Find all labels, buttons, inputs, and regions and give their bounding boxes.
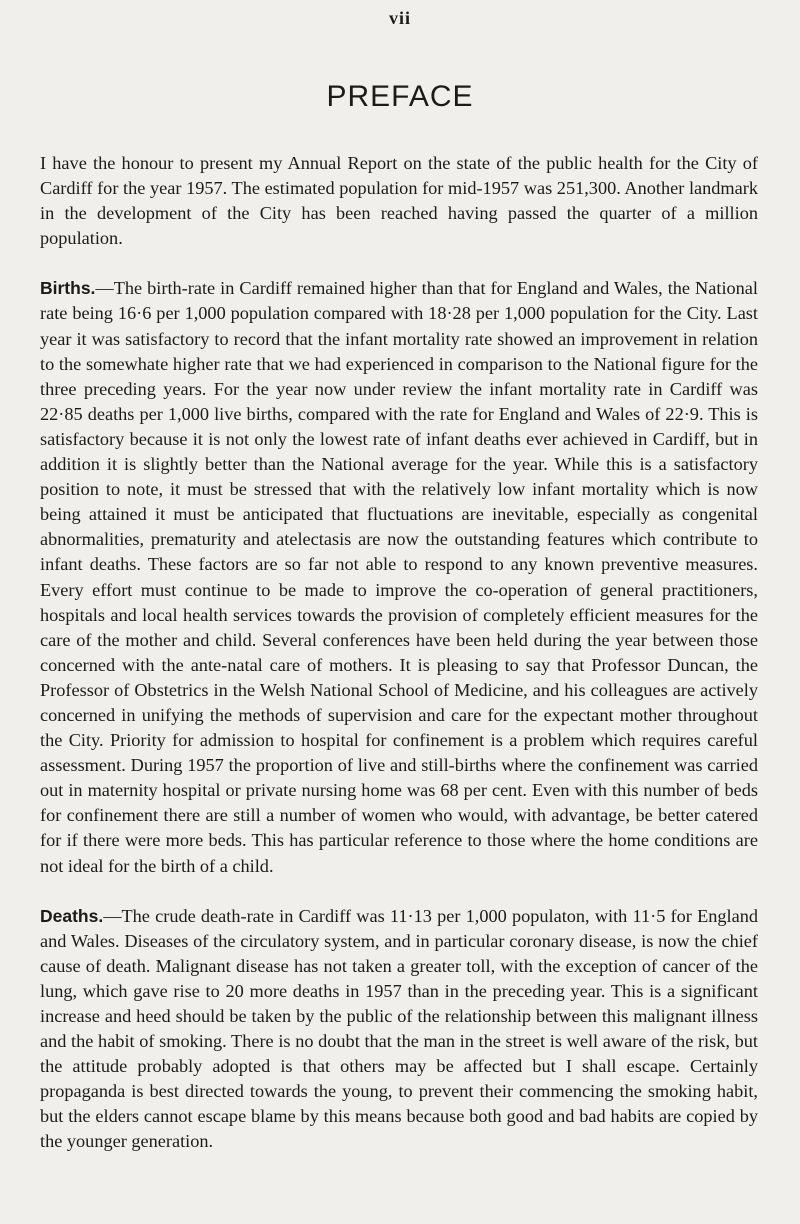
births-heading: Births. [40, 278, 96, 299]
deaths-text: —The crude death-rate in Cardiff was 11·13 per 1,000 populaton, with 11·5 for England and Wales. Diseases of the circulatory system, and in particular coronary disease, is now the chief cause of death. Malignant disease has not taken a greater toll, with the exception of cancer of the lung, which gave rise to 20 more deaths in 1957 than in the preceding year. This is a significant increase and heed should be taken by the public of the relationship between this malignant illness and the habit of smoking. There is no doubt that the man in the street is well aware of the risk, but the attitude probably adopted is that others may be affected but I shall escape. Certainly propaganda is best directed towards the young, to prevent their commencing the smoking habit, but the elders cannot escape blame by this means because both good and bad habits are copied by the younger generation. [40, 905, 758, 1152]
page-number: vii [388, 8, 411, 28]
births-paragraph [40, 276, 758, 878]
intro-paragraph: I have the honour to present my Annual Report on the state of the public health for the City of Cardiff for the year 1957. The estimated population for mid-1957 was 251,300. Another landmark in the development of the City has been reached having passed the quarter of a million population. [40, 153, 758, 249]
page-title: PREFACE [326, 80, 474, 113]
deaths-heading: Deaths. [40, 905, 104, 926]
document-body [40, 151, 758, 1180]
deaths-paragraph [40, 904, 758, 1155]
births-text: —The birth-rate in Cardiff remained higher than that for England and Wales, the National rate being 16·6 per 1,000 population compared with 18·28 per 1,000 population for the City. Last year it was satisfactory to record that the infant mortality rate showed an improvement in relation to the somewhate higher rate that we had experienced in comparison to the National figure for the three preceding years. For the year now under review the infant mortality rate in Cardiff was 22·85 deaths per 1,000 live births, compared with the rate for England and Wales of 22·9. This is satisfactory because it is not only the lowest rate of infant deaths ever achieved in Cardiff, but in addition it is slightly better than the National average for the year. While this is a satisfactory position to note, it must be stressed that with the relatively low infant mortality which is now being attained it must be anticipated that fluctuations are inevitable, especially as congenital abnormalities, prematurity and atelectasis are now the outstanding features which contribute to infant deaths. These factors are so far not able to respond to any known preventive measures. Every effort must continue to be made to improve the co-operation of general practitioners, hospitals and local health services towards the provision of completely efficient measures for the care of the mother and child. Several conferences have been held during the year between those concerned with the ante-natal care of mothers. It is pleasing to say that Professor Duncan, the Professor of Obstetrics in the Welsh National School of Medicine, and his colleagues are actively concerned in unifying the methods of supervision and care for the expectant mother throughout the City. Priority for admission to hospital for confinement is a problem which requires careful assessment. During 1957 the proportion of live and still-births where the confinement was carried out in maternity hospital or private nursing home was 68 per cent. Even with this number of beds for confinement there are still a number of women who would, with advantage, be better catered for if there were more beds. This has particular reference to those where the home conditions are not ideal for the birth of a child. [40, 278, 758, 876]
